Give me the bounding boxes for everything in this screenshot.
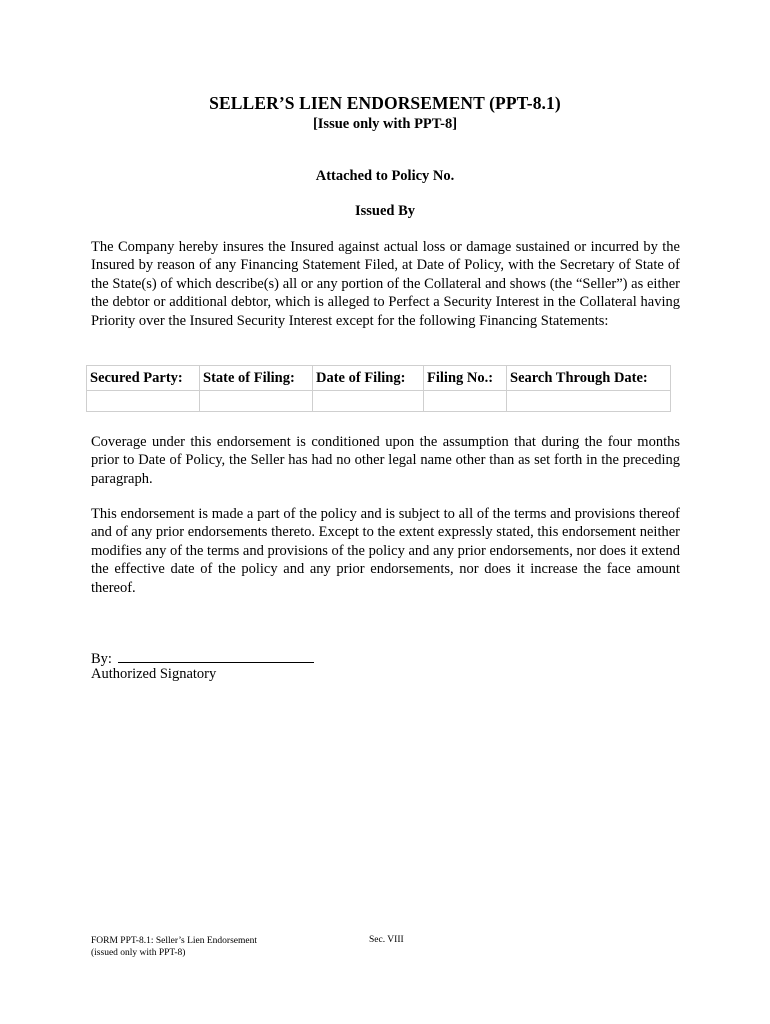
header-state-of-filing: State of Filing: (200, 366, 313, 391)
by-label: By: (91, 651, 112, 667)
document-subtitle: [Issue only with PPT-8] (312, 116, 458, 132)
footer-form-info (91, 935, 257, 959)
cell-secured-party[interactable] (87, 391, 200, 412)
cell-date-of-filing[interactable] (313, 391, 424, 412)
issued-by: Issued By (354, 203, 416, 219)
table-row (87, 391, 671, 412)
header-search-through-date: Search Through Date: (507, 366, 671, 391)
insuring-paragraph: The Company hereby insures the Insured against actual loss or damage sustained or incurred by the Insured by reason of any Financing Statement Filed, at Date of Policy, with the Secretary of State of the State(s) of which describe(s) all or any portion of the Collateral and shows (the “Seller”) as either the debtor or additional debtor, which is alleged to Perfect a Security Interest in the Collateral having Priority over the Insured Security Interest except for the following Financing Statements: (91, 239, 680, 329)
footer-form-name: FORM PPT-8.1: Seller’s Lien Endorsement (91, 936, 257, 946)
endorsement-paragraph: This endorsement is made a part of the policy and is subject to all of the terms and provisions thereof and of any prior endorsements thereto. Except to the extent expressly stated, this endorsement neither modifies any of the terms and provisions of the policy and any prior endorsements, nor does it extend the effective date of the policy and any prior endorsements, nor does it increase the face amount thereof. (91, 506, 680, 596)
coverage-paragraph: Coverage under this endorsement is conditioned upon the assumption that during the four months prior to Date of Policy, the Seller has had no other legal name other than as set forth in the preceding paragraph. (91, 434, 680, 487)
header-secured-party: Secured Party: (87, 366, 200, 391)
financing-statements-table (86, 365, 671, 412)
header-filing-no: Filing No.: (424, 366, 507, 391)
signature-blank[interactable] (118, 648, 314, 663)
cell-state-of-filing[interactable] (200, 391, 313, 412)
table-header-row (87, 366, 671, 391)
footer-section: Sec. VIII (369, 935, 404, 945)
cell-search-through-date[interactable] (507, 391, 671, 412)
cell-filing-no[interactable] (424, 391, 507, 412)
attached-to-policy: Attached to Policy No. (315, 168, 455, 184)
footer-form-note: (issued only with PPT-8) (91, 948, 186, 958)
signature-line (91, 648, 314, 668)
authorized-signatory-label: Authorized Signatory (91, 666, 217, 682)
document-title: SELLER’S LIEN ENDORSEMENT (PPT-8.1) (209, 93, 561, 113)
header-date-of-filing: Date of Filing: (313, 366, 424, 391)
